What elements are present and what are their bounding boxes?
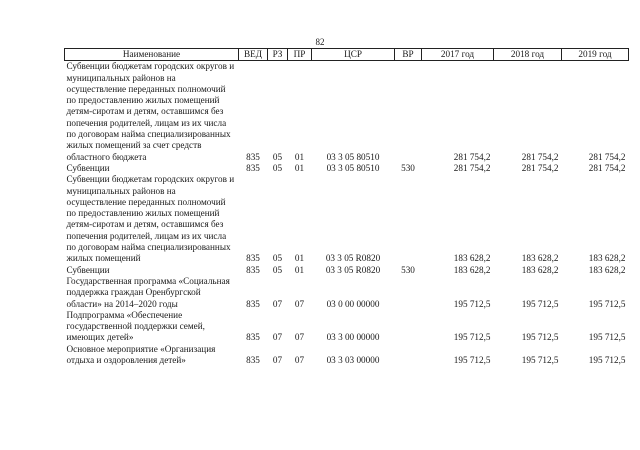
row-pr: 01 bbox=[294, 253, 305, 264]
row-name: Субвенции бюджетам городских округов и муниципальных районов на осуществление переданных полномочий по предоставлению жилых помещений детям-сиротам и детям, оставшимся без попечения родителей, лицам из их числа по договорам найма специализированных жилых помещений bbox=[66, 174, 235, 264]
row-vr: 530 bbox=[401, 162, 415, 173]
row-2017: 281 754,2 bbox=[453, 162, 491, 173]
row-2018: 281 754,2 bbox=[521, 151, 559, 162]
table-row bbox=[65, 344, 629, 367]
row-rz: 05 bbox=[272, 162, 283, 173]
row-2017: 183 628,2 bbox=[453, 264, 491, 275]
row-ved: 835 bbox=[246, 264, 260, 275]
row-name: Государственная программа «Социальная поддержка граждан Оренбургской области» на 2014–2020 годы bbox=[66, 275, 230, 309]
row-2019: 281 754,2 bbox=[588, 162, 626, 173]
col-header-csr: ЦСР bbox=[312, 49, 395, 61]
row-2019: 281 754,2 bbox=[588, 151, 626, 162]
row-ved: 835 bbox=[246, 151, 260, 162]
row-csr: 03 0 00 00000 bbox=[326, 298, 380, 309]
row-ved: 835 bbox=[246, 298, 260, 309]
row-rz: 07 bbox=[272, 355, 283, 366]
row-2019: 183 628,2 bbox=[588, 264, 626, 275]
table-row bbox=[65, 310, 629, 344]
row-vr: 530 bbox=[401, 264, 415, 275]
row-rz: 05 bbox=[272, 264, 283, 275]
row-2017: 183 628,2 bbox=[453, 253, 491, 264]
col-header-rz: РЗ bbox=[268, 49, 288, 61]
table-row bbox=[65, 276, 629, 310]
col-header-pr: ПР bbox=[288, 49, 312, 61]
row-csr: 03 3 00 00000 bbox=[326, 332, 380, 343]
table-row bbox=[65, 174, 629, 264]
row-csr: 03 3 05 80510 bbox=[326, 162, 380, 173]
row-2017: 195 712,5 bbox=[453, 332, 491, 343]
row-csr: 03 3 05 R0820 bbox=[325, 264, 381, 275]
row-2018: 183 628,2 bbox=[521, 264, 559, 275]
row-vr bbox=[395, 276, 422, 310]
row-2017: 195 712,5 bbox=[453, 355, 491, 366]
row-2019: 195 712,5 bbox=[588, 298, 626, 309]
col-header-2017: 2017 год bbox=[422, 49, 494, 61]
row-csr: 03 3 05 R0820 bbox=[325, 253, 381, 264]
row-rz: 07 bbox=[272, 332, 283, 343]
row-name: Субвенции bbox=[66, 162, 110, 173]
page-number: 82 bbox=[315, 37, 325, 47]
row-name: Субвенции bbox=[66, 264, 110, 275]
row-2018: 195 712,5 bbox=[521, 298, 559, 309]
row-rz: 07 bbox=[272, 298, 283, 309]
budget-table bbox=[64, 48, 629, 366]
row-csr: 03 3 03 00000 bbox=[326, 355, 380, 366]
col-header-vr: ВР bbox=[395, 49, 422, 61]
row-name: Субвенции бюджетам городских округов и муниципальных районов на осуществление переданных полномочий по предоставлению жилых помещений детям-сиротам и детям, оставшимся без попечения родителей, лицам из их числа по договорам найма специализированных жилых помещений за счет средств областного бюджета bbox=[66, 61, 235, 162]
row-2018: 195 712,5 bbox=[521, 355, 559, 366]
row-2018: 281 754,2 bbox=[521, 162, 559, 173]
row-2018: 195 712,5 bbox=[521, 332, 559, 343]
row-vr bbox=[395, 344, 422, 367]
row-ved: 835 bbox=[246, 162, 260, 173]
table-header-row bbox=[65, 49, 629, 61]
row-pr: 07 bbox=[294, 355, 305, 366]
row-vr bbox=[395, 310, 422, 344]
row-2018: 183 628,2 bbox=[521, 253, 559, 264]
row-pr: 01 bbox=[294, 151, 305, 162]
row-2017: 195 712,5 bbox=[453, 298, 491, 309]
row-pr: 01 bbox=[294, 264, 305, 275]
col-header-2019: 2019 год bbox=[562, 49, 629, 61]
row-ved: 835 bbox=[246, 355, 260, 366]
col-header-ved: ВЕД bbox=[239, 49, 268, 61]
row-pr: 07 bbox=[294, 298, 305, 309]
row-2019: 195 712,5 bbox=[588, 355, 626, 366]
col-header-2018: 2018 год bbox=[494, 49, 562, 61]
row-vr bbox=[395, 174, 422, 264]
table-row bbox=[65, 61, 629, 163]
col-header-name: Наименование bbox=[65, 49, 239, 61]
row-ved: 835 bbox=[246, 332, 260, 343]
row-2019: 195 712,5 bbox=[588, 332, 626, 343]
row-rz: 05 bbox=[272, 253, 283, 264]
row-pr: 07 bbox=[294, 332, 305, 343]
row-2019: 183 628,2 bbox=[588, 253, 626, 264]
row-rz: 05 bbox=[272, 151, 283, 162]
row-name: Основное мероприятие «Организация отдыха и оздоровления детей» bbox=[66, 343, 216, 366]
row-name: Подпрограмма «Обеспечение государственной поддержки семей, имеющих детей» bbox=[66, 309, 205, 343]
row-2017: 281 754,2 bbox=[453, 151, 491, 162]
table-row bbox=[65, 265, 629, 276]
table-row bbox=[65, 163, 629, 174]
row-csr: 03 3 05 80510 bbox=[326, 151, 380, 162]
row-ved: 835 bbox=[246, 253, 260, 264]
row-pr: 01 bbox=[294, 162, 305, 173]
row-vr bbox=[395, 61, 422, 163]
